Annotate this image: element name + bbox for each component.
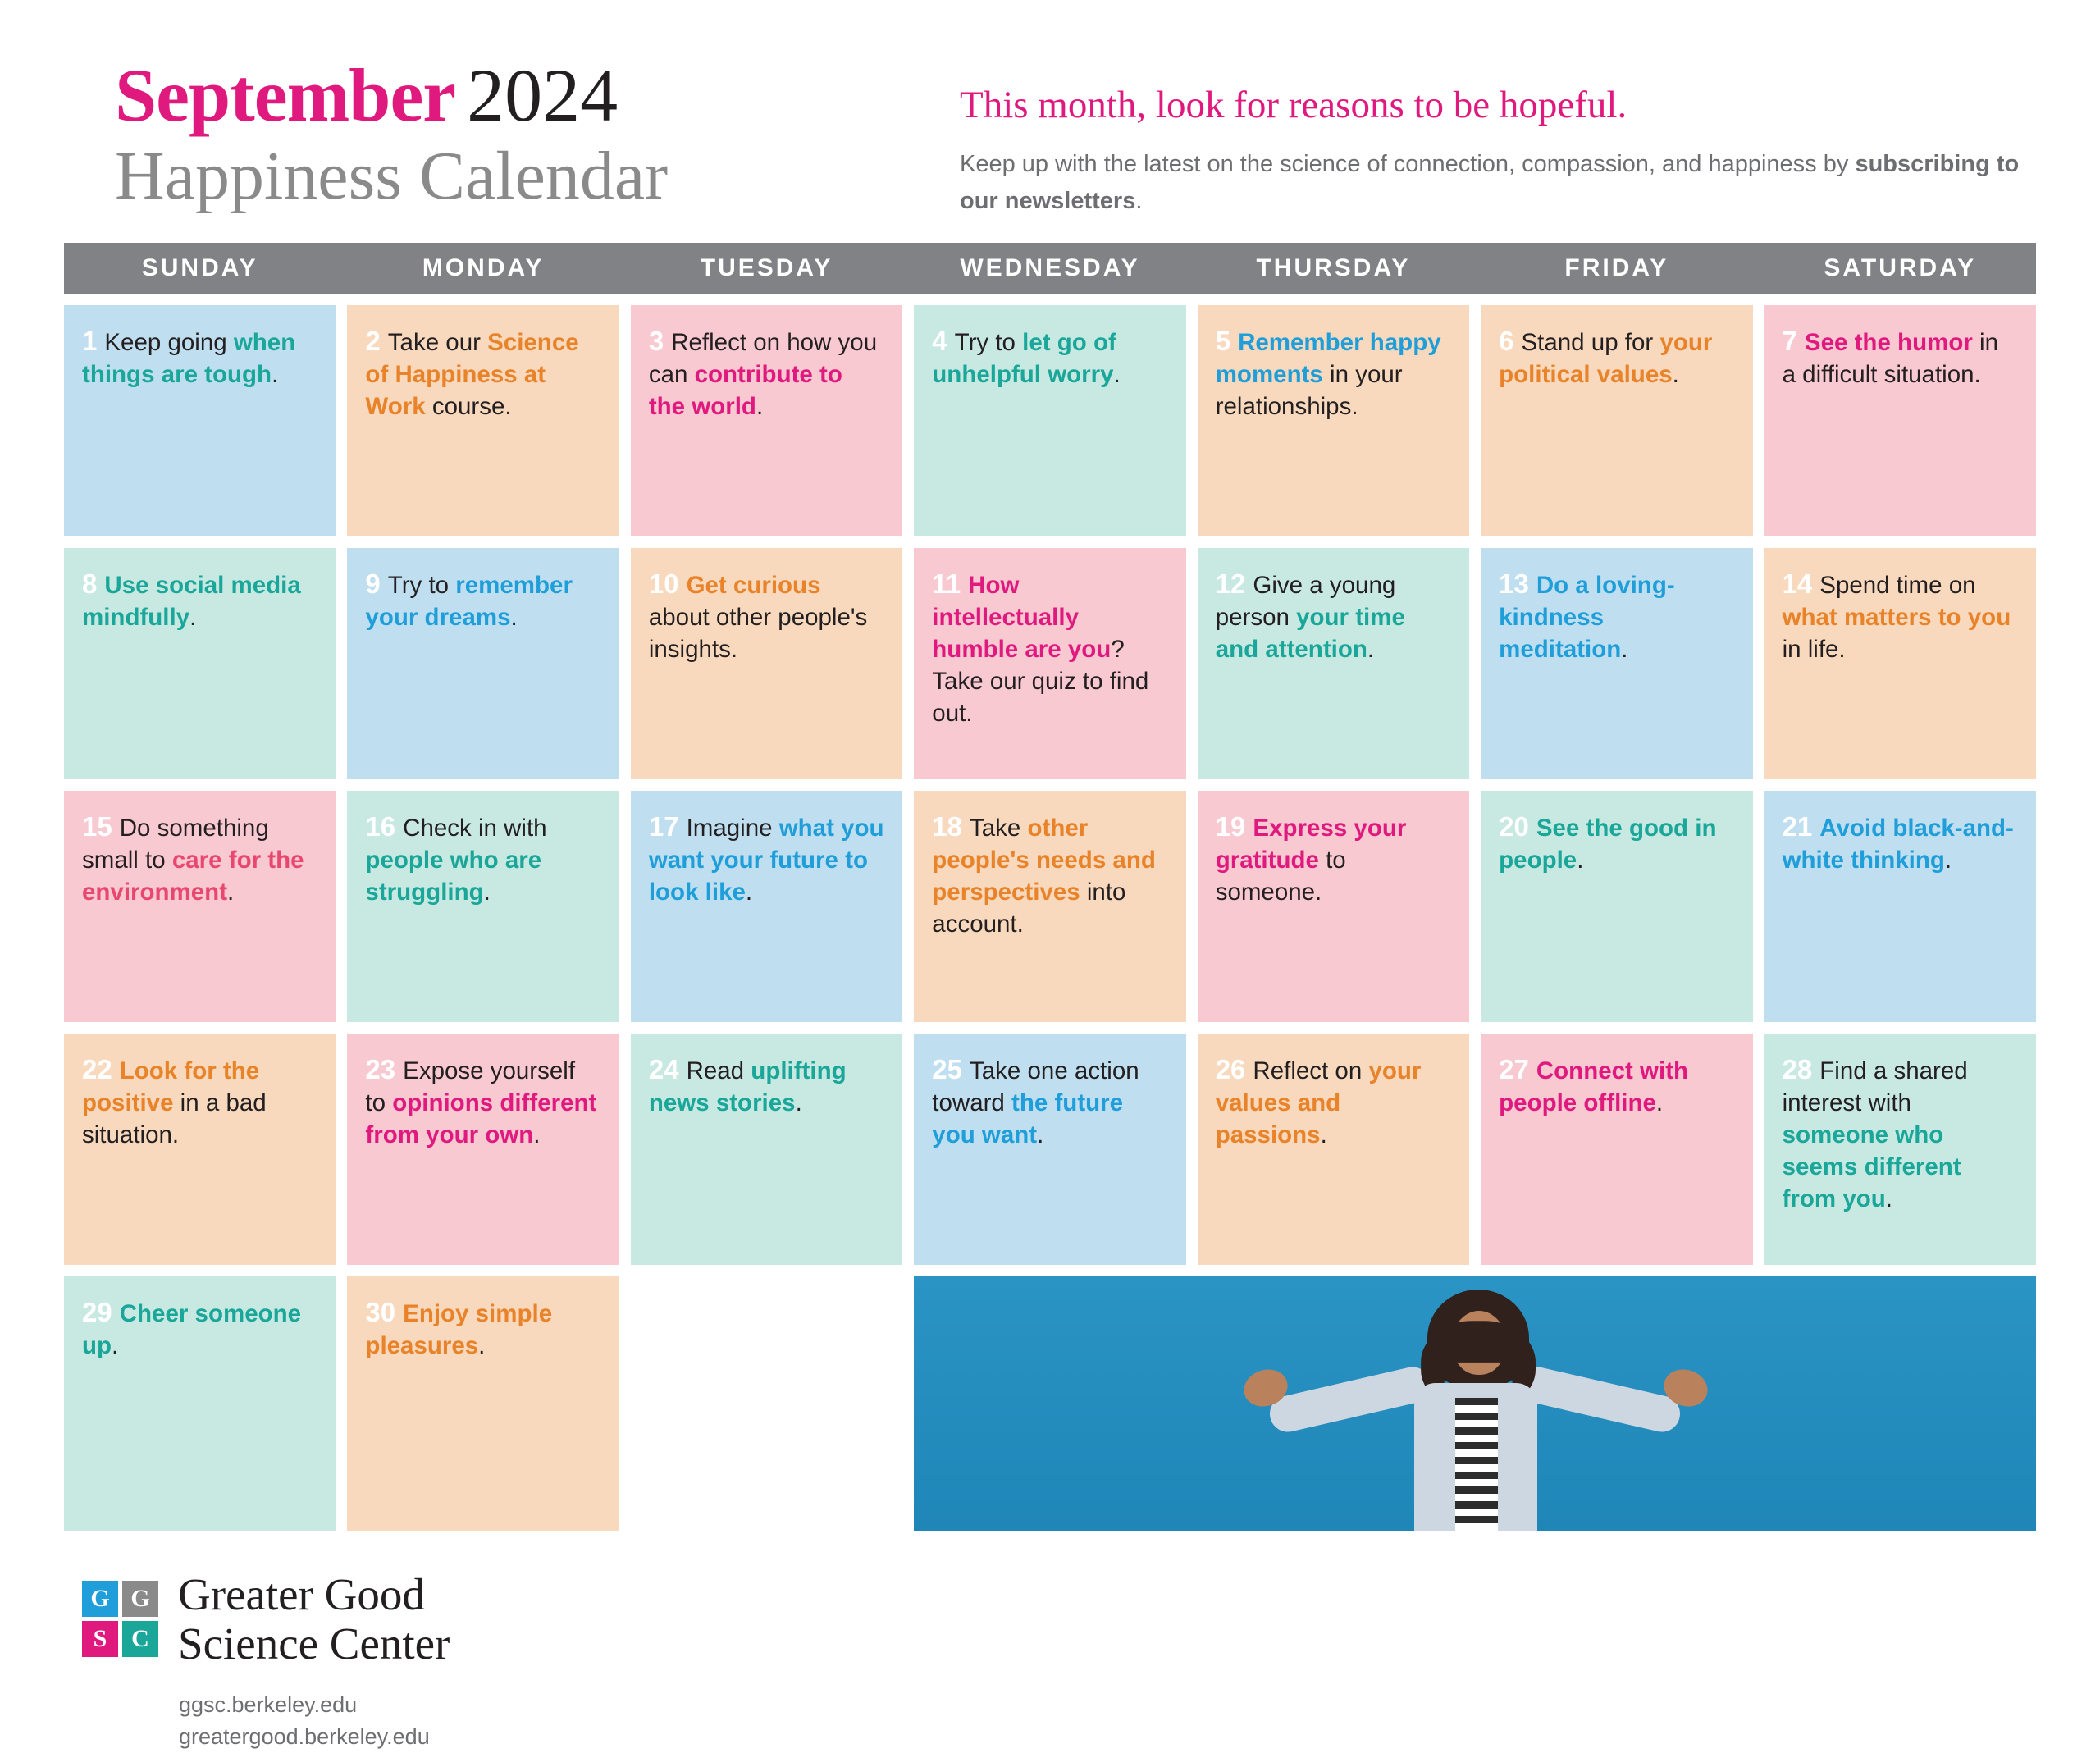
weekday-monday: MONDAY bbox=[347, 243, 619, 294]
day-cell-9[interactable] bbox=[347, 548, 619, 779]
day-cell-13[interactable] bbox=[1481, 548, 1752, 779]
day-number: 20 bbox=[1499, 811, 1529, 842]
day-text: Check in with people who are struggling. bbox=[365, 815, 547, 906]
weekday-header-row bbox=[64, 243, 2036, 294]
person-left-arm bbox=[1267, 1363, 1435, 1436]
newsletter-blurb bbox=[960, 146, 2026, 220]
day-text: Express your gratitude to someone. bbox=[1215, 815, 1407, 906]
day-cell-16[interactable] bbox=[347, 791, 619, 1022]
day-text: How intellectually humble are you? Take our quiz to find out. bbox=[932, 572, 1149, 728]
day-text: Do something small to care for the environment. bbox=[82, 815, 304, 906]
weekday-friday: FRIDAY bbox=[1481, 243, 1752, 294]
day-number: 4 bbox=[932, 326, 947, 357]
day-cell-15[interactable] bbox=[64, 791, 336, 1022]
day-text: Read uplifting news stories. bbox=[648, 1057, 847, 1117]
day-number: 12 bbox=[1215, 568, 1246, 600]
day-text: Take other people's needs and perspectives into account. bbox=[932, 815, 1156, 938]
day-number: 13 bbox=[1499, 568, 1529, 600]
day-number: 2 bbox=[365, 326, 381, 357]
day-text: Expose yourself to opinions different from your own. bbox=[365, 1057, 597, 1149]
day-text: Take one action toward the future you want. bbox=[932, 1057, 1139, 1149]
person-striped-shirt bbox=[1455, 1398, 1498, 1531]
intro-block bbox=[943, 57, 2036, 220]
day-number: 18 bbox=[932, 811, 962, 842]
day-number: 14 bbox=[1782, 568, 1813, 600]
day-text: Imagine what you want your future to look like. bbox=[648, 815, 884, 906]
day-cell-10[interactable] bbox=[631, 548, 902, 779]
day-text: Enjoy simple pleasures. bbox=[365, 1300, 553, 1360]
url-ggsc[interactable]: ggsc.berkeley.edu bbox=[179, 1692, 358, 1718]
day-number: 17 bbox=[648, 811, 679, 842]
day-text: Remember happy moments in your relationships. bbox=[1215, 329, 1441, 421]
day-text: Try to remember your dreams. bbox=[365, 572, 573, 632]
logo-letter-g2: G bbox=[122, 1581, 158, 1617]
day-cell-7[interactable] bbox=[1764, 305, 2036, 536]
ggsc-logo-icon bbox=[82, 1581, 158, 1657]
day-number: 26 bbox=[1215, 1054, 1246, 1085]
day-cell-18[interactable] bbox=[914, 791, 1185, 1022]
day-text: Try to let go of unhelpful worry. bbox=[932, 329, 1121, 389]
ggsc-logo-block bbox=[64, 1542, 902, 1753]
logo-letter-c: C bbox=[122, 1621, 158, 1657]
day-number: 24 bbox=[648, 1054, 679, 1085]
day-text: See the good in people. bbox=[1499, 815, 1717, 874]
day-number: 19 bbox=[1215, 811, 1246, 842]
month-tagline: This month, look for reasons to be hopeful. bbox=[960, 84, 1628, 126]
logo-letter-s: S bbox=[82, 1621, 118, 1657]
day-number: 8 bbox=[82, 568, 98, 600]
title-block bbox=[115, 53, 943, 214]
day-text: Reflect on how you can contribute to the world. bbox=[648, 329, 878, 421]
weekday-wednesday: WEDNESDAY bbox=[914, 243, 1185, 294]
day-number: 6 bbox=[1499, 326, 1514, 357]
day-cell-17[interactable] bbox=[631, 791, 902, 1022]
day-cell-2[interactable] bbox=[347, 305, 619, 536]
day-cell-19[interactable] bbox=[1198, 791, 1469, 1022]
person-right-arm bbox=[1516, 1363, 1684, 1436]
week-row-1 bbox=[64, 305, 2036, 536]
day-text: See the humor in a difficult situation. bbox=[1782, 329, 1998, 389]
day-text: Use social media mindfully. bbox=[82, 572, 301, 632]
calendar-grid bbox=[0, 243, 2100, 1753]
day-cell-4[interactable] bbox=[914, 305, 1185, 536]
day-number: 16 bbox=[365, 811, 396, 842]
day-number: 7 bbox=[1782, 326, 1797, 357]
day-number: 21 bbox=[1782, 811, 1813, 842]
day-text: Cheer someone up. bbox=[82, 1300, 302, 1360]
day-text: Do a loving-kindness meditation. bbox=[1499, 572, 1675, 664]
day-cell-6[interactable] bbox=[1481, 305, 1752, 536]
weekday-tuesday: TUESDAY bbox=[631, 243, 902, 294]
weekday-saturday: SATURDAY bbox=[1764, 243, 2036, 294]
day-number: 25 bbox=[932, 1054, 962, 1085]
day-text: Connect with people offline. bbox=[1499, 1057, 1689, 1117]
footer-urls bbox=[179, 1689, 902, 1753]
logo-name-line2: Science Center bbox=[178, 1618, 450, 1669]
calendar-title bbox=[115, 53, 943, 137]
day-cell-29[interactable] bbox=[64, 1276, 336, 1531]
day-cell-23[interactable] bbox=[347, 1034, 619, 1265]
day-text: Keep going when things are tough. bbox=[82, 329, 296, 389]
day-cell-1[interactable] bbox=[64, 305, 336, 536]
day-number: 3 bbox=[648, 326, 664, 357]
logo-letter-g1: G bbox=[82, 1581, 118, 1617]
day-number: 27 bbox=[1499, 1054, 1529, 1085]
newsletter-blurb-pre: Keep up with the latest on the science of connection, compassion, and happiness by bbox=[960, 151, 1856, 178]
day-number: 30 bbox=[365, 1297, 396, 1328]
day-cell-11[interactable] bbox=[914, 548, 1185, 779]
day-text: Give a young person your time and attention. bbox=[1215, 572, 1405, 664]
week-row-3 bbox=[64, 791, 2036, 1022]
photo-person bbox=[1221, 1285, 1729, 1531]
day-cell-21[interactable] bbox=[1764, 791, 2036, 1022]
weekday-sunday: SUNDAY bbox=[64, 243, 336, 294]
header bbox=[0, 0, 2100, 220]
day-text: Avoid black-and-white thinking. bbox=[1782, 815, 2014, 874]
day-text: Take our Science of Happiness at Work course. bbox=[365, 329, 579, 421]
day-text: Spend time on what matters to you in life. bbox=[1782, 572, 2011, 664]
day-number: 15 bbox=[82, 811, 112, 842]
day-text: Find a shared interest with someone who seems different from you. bbox=[1782, 1057, 1968, 1213]
day-number: 5 bbox=[1215, 326, 1231, 357]
day-cell-8[interactable] bbox=[64, 548, 336, 779]
day-cell-27[interactable] bbox=[1481, 1034, 1752, 1265]
day-cell-20[interactable] bbox=[1481, 791, 1752, 1022]
day-text: Stand up for your political values. bbox=[1499, 329, 1713, 389]
day-text: Look for the positive in a bad situation. bbox=[82, 1057, 267, 1149]
day-cell-30[interactable] bbox=[347, 1276, 619, 1531]
day-number: 29 bbox=[82, 1297, 112, 1328]
day-number: 22 bbox=[82, 1054, 112, 1085]
newsletter-blurb-post: . bbox=[1135, 188, 1143, 215]
day-number: 10 bbox=[648, 568, 679, 600]
week-row-2 bbox=[64, 548, 2036, 779]
footer-row bbox=[64, 1276, 2036, 1753]
day-cell-26[interactable] bbox=[1198, 1034, 1469, 1265]
day-number: 23 bbox=[365, 1054, 396, 1085]
week-row-4 bbox=[64, 1034, 2036, 1265]
hero-photo bbox=[914, 1276, 2036, 1531]
day-cell-24[interactable] bbox=[631, 1034, 902, 1265]
day-cell-3[interactable] bbox=[631, 305, 902, 536]
day-cell-22[interactable] bbox=[64, 1034, 336, 1265]
day-number: 9 bbox=[365, 568, 381, 600]
logo-name-line1: Greater Good bbox=[178, 1569, 425, 1620]
title-year: 2024 bbox=[467, 53, 619, 137]
day-number: 1 bbox=[82, 326, 98, 357]
day-cell-14[interactable] bbox=[1764, 548, 2036, 779]
logo-wordmark bbox=[178, 1570, 450, 1668]
day-number: 28 bbox=[1782, 1054, 1813, 1085]
newsletter-link[interactable]: subscribing to our newsletters bbox=[960, 151, 2020, 215]
day-cell-28[interactable] bbox=[1764, 1034, 2036, 1265]
weekday-thursday: THURSDAY bbox=[1198, 243, 1469, 294]
calendar-subtitle: Happiness Calendar bbox=[115, 137, 669, 214]
title-month: September bbox=[115, 53, 456, 137]
week-row-5 bbox=[64, 1276, 902, 1531]
day-cell-12[interactable] bbox=[1198, 548, 1469, 779]
day-number: 11 bbox=[932, 568, 961, 600]
day-cell-25[interactable] bbox=[914, 1034, 1185, 1265]
url-greatergood[interactable]: greatergood.berkeley.edu bbox=[179, 1724, 430, 1750]
day-text: Reflect on your values and passions. bbox=[1215, 1057, 1422, 1149]
logo-row bbox=[82, 1570, 902, 1668]
day-cell-5[interactable] bbox=[1198, 305, 1469, 536]
day-text: Get curious about other people's insights. bbox=[648, 572, 868, 664]
